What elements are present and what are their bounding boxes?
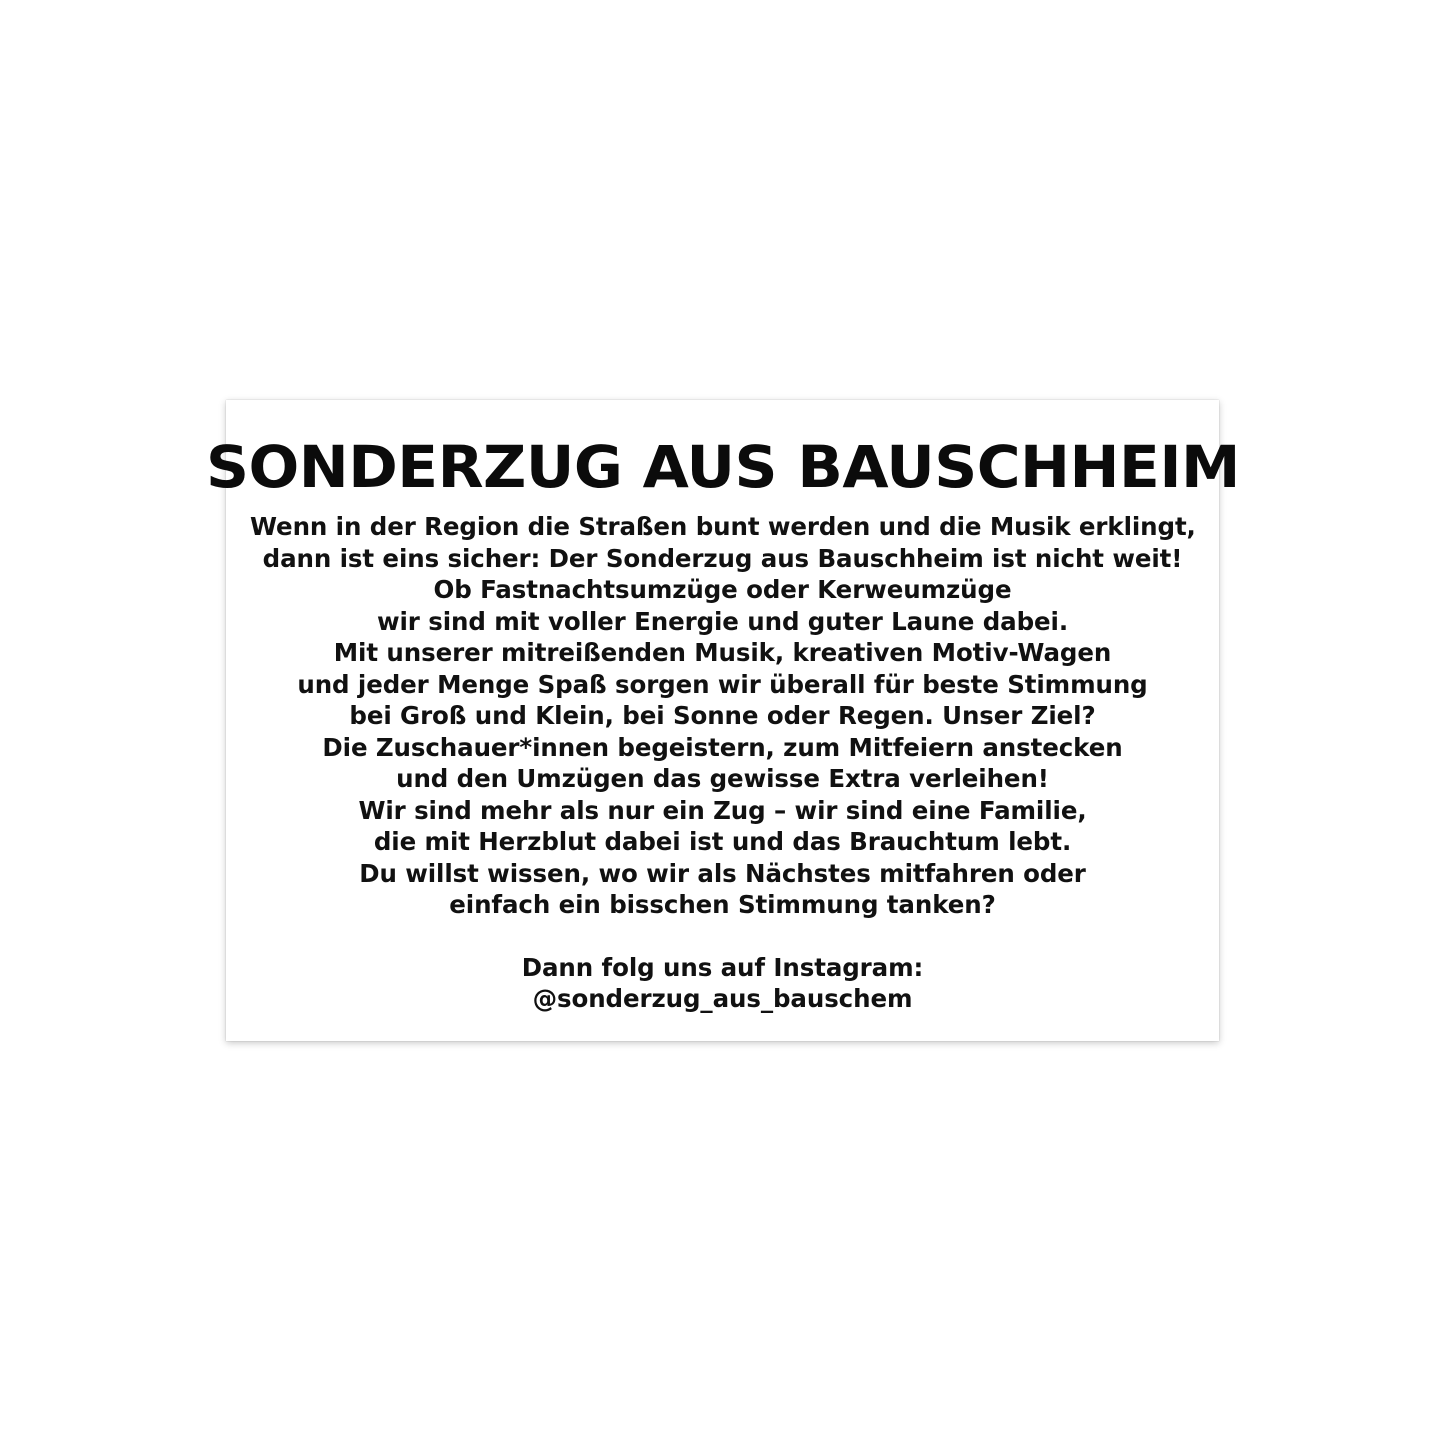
body-line: Ob Fastnachtsumzüge oder Kerweumzüge <box>433 575 1012 605</box>
body-line: wir sind mit voller Energie und guter Laune dabei. <box>376 606 1069 636</box>
body-line: und jeder Menge Spaß sorgen wir überall für beste Stimmung <box>297 669 1148 699</box>
body-line: Mit unserer mitreißenden Musik, kreativen Motiv-Wagen <box>333 638 1112 668</box>
body-line: Die Zuschauer*innen begeistern, zum Mitfeiern anstecken <box>322 732 1123 762</box>
instagram-call-to-action: Dann folg uns auf Instagram: <box>521 952 924 982</box>
body-line: Wir sind mehr als nur ein Zug – wir sind eine Familie, <box>358 795 1087 825</box>
instagram-handle: @sonderzug_aus_bauschem <box>532 984 913 1014</box>
description-text <box>250 511 1195 1015</box>
body-line: dann ist eins sicher: Der Sonderzug aus Bauschheim ist nicht weit! <box>262 543 1183 573</box>
body-line: und den Umzügen das gewisse Extra verleihen! <box>396 764 1049 794</box>
body-line: bei Groß und Klein, bei Sonne oder Regen. Unser Ziel? <box>349 701 1096 731</box>
postcard <box>205 400 1240 1041</box>
body-line: die mit Herzblut dabei ist und das Brauchtum lebt. <box>373 827 1072 857</box>
paragraph-spacer <box>250 921 1195 952</box>
body-line: einfach ein bisschen Stimmung tanken? <box>449 890 996 920</box>
body-line: Du willst wissen, wo wir als Nächstes mitfahren oder <box>359 858 1086 888</box>
page-title: SONDERZUG AUS BAUSCHHEIM <box>205 433 1240 501</box>
body-line: Wenn in der Region die Straßen bunt werden und die Musik erklingt, <box>250 512 1196 542</box>
